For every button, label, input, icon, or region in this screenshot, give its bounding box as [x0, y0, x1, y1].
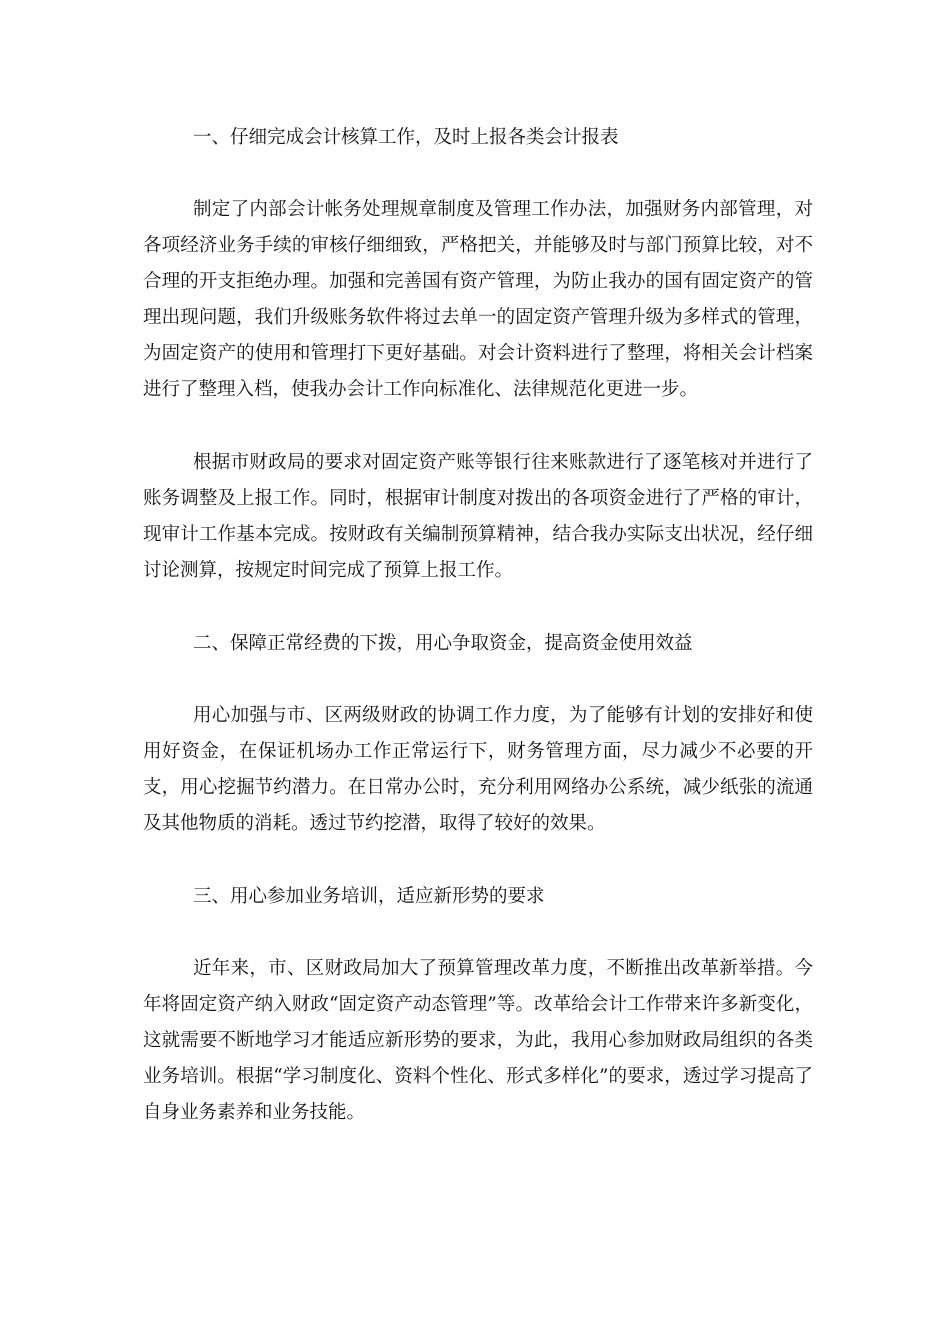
- body-paragraph: 用心加强与市、区两级财政的协调工作力度，为了能够有计划的安排好和使用好资金，在保证机场办工作正常运行下，财务管理方面，尽力减少不必要的开支，用心挖掘节约潜力。在日常办公时，充分利用网络办公系统，减少纸张的流通及其他物质的消耗。透过节约挖潜，取得了较好的效果。: [143, 705, 813, 834]
- body-paragraph: 近年来，市、区财政局加大了预算管理改革力度，不断推出改革新举措。今年将固定资产纳入财政“固定资产动态管理”等。改革给会计工作带来许多新变化，这就需要不断地学习才能适应新形势的要求，为此，我用心参加财政局组织的各类业务培训。根据“学习制度化、资料个性化、形式多样化”的要求，透过学习提高了自身业务素养和业务技能。: [143, 958, 813, 1123]
- section-heading: 一、仔细完成会计核算工作，及时上报各类会计报表: [193, 127, 619, 148]
- body-paragraph: 制定了内部会计帐务处理规章制度及管理工作办法，加强财务内部管理，对各项经济业务手续的审核仔细细致，严格把关，并能够及时与部门预算比较，对不合理的开支拒绝办理。加强和完善国有资产管理，为防止我办的国有固定资产的管理出现问题，我们升级账务软件将过去单一的固定资产管理升级为多样式的管理，为固定资产的使用和管理打下更好基础。对会计资料进行了整理，将相关会计档案进行了整理入档，使我办会计工作向标准化、法律规范化更进一步。: [143, 199, 813, 400]
- body-paragraph: 根据市财政局的要求对固定资产账等银行往来账款进行了逐笔核对并进行了账务调整及上报工作。同时，根据审计制度对拨出的各项资金进行了严格的审计，现审计工作基本完成。按财政有关编制预算精神，结合我办实际支出状况，经仔细讨论测算，按规定时间完成了预算上报工作。: [143, 452, 813, 581]
- section-heading: 二、保障正常经费的下拨，用心争取资金，提高资金使用效益: [193, 633, 693, 654]
- document-body: [143, 120, 813, 1131]
- section-heading: 三、用心参加业务培训，适应新形势的要求: [193, 886, 545, 907]
